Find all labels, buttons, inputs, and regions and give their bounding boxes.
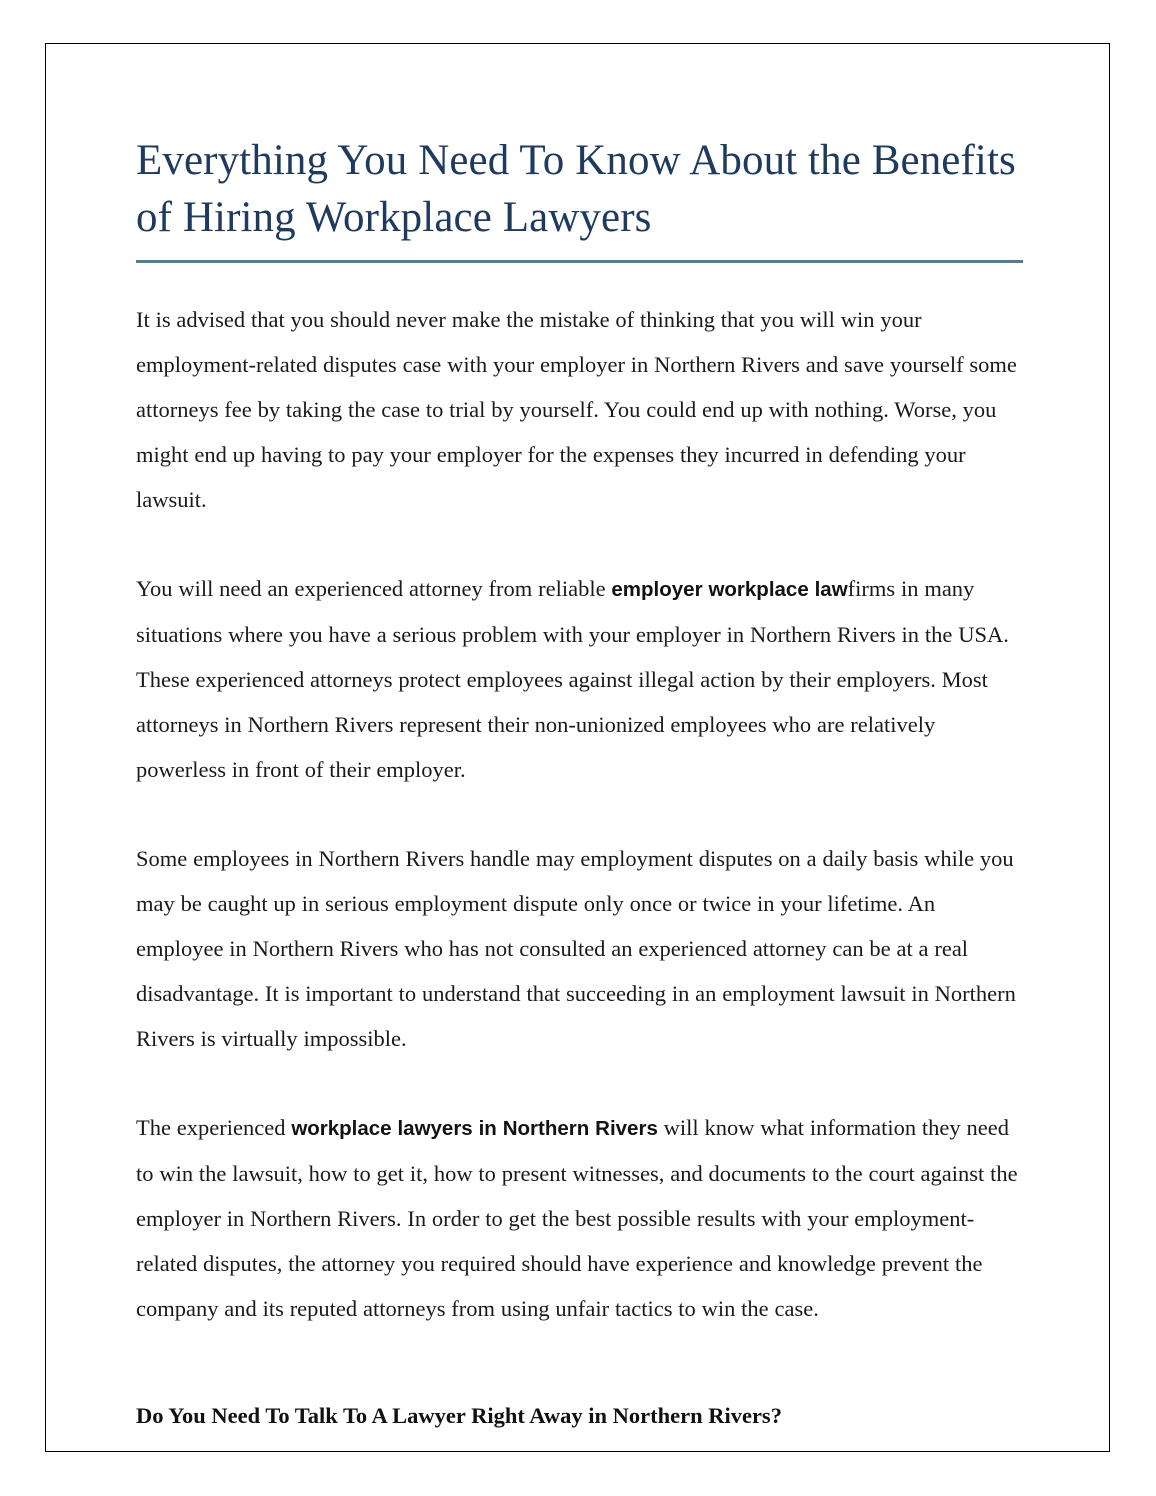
paragraph-3: Some employees in Northern Rivers handle may employment disputes on a daily basis while you may be caught up in serious employment dispute only once or twice in your lifetime. An employee in Northern Rivers who has not consulted an experienced attorney can be at a real disadvantage. It is important to understand that succeeding in an employment lawsuit in Northern Rivers is virtually impossible. (136, 846, 1016, 1051)
page-title: Everything You Need To Know About the Benefits of Hiring Workplace Lawyers (136, 137, 1016, 241)
paragraph-1: It is advised that you should never make the mistake of thinking that you will win your employment-related disputes case with your employer in Northern Rivers and save yourself some attorneys fee by taking the case to trial by yourself. You could end up with nothing. Worse, you might end up having to pay your employer for the expenses they incurred in defending your lawsuit. (136, 307, 1017, 512)
paragraph-2-text-after: firms in many situations where you have a serious problem with your employer in Northern Rivers in the USA. These experienced attorneys protect employees against illegal action by their employers. Most attorneys in Northern Rivers represent their non-unionized employees who are relatively powerless in front of their employer. (136, 576, 1009, 782)
document-content-column (136, 132, 1021, 1438)
title-divider-rule (136, 260, 1023, 263)
paragraph-4-bold-phrase: workplace lawyers in Northern Rivers (291, 1117, 658, 1140)
paragraph-4 (136, 1105, 1021, 1331)
subheading-spacer (136, 1375, 1021, 1393)
document-body (136, 297, 1021, 1438)
document-page-sheet (45, 43, 1110, 1452)
paragraph-4-text-before: The experienced (136, 1115, 292, 1140)
section-subheading: Do You Need To Talk To A Lawyer Right Away in Northern Rivers? (136, 1403, 782, 1428)
paragraph-4-text-after: will know what information they need to win the lawsuit, how to get it, how to present witnesses, and documents to the court against the employer in Northern Rivers. In order to get the best possible results with your employment-related disputes, the attorney you required should have experience and knowledge prevent the company and its reputed attorneys from using unfair tactics to win the case. (136, 1115, 1018, 1321)
paragraph-2 (136, 566, 1021, 792)
paragraph-2-bold-phrase: employer workplace law (611, 578, 848, 601)
paragraph-2-text-before: You will need an experienced attorney from reliable (136, 576, 612, 601)
